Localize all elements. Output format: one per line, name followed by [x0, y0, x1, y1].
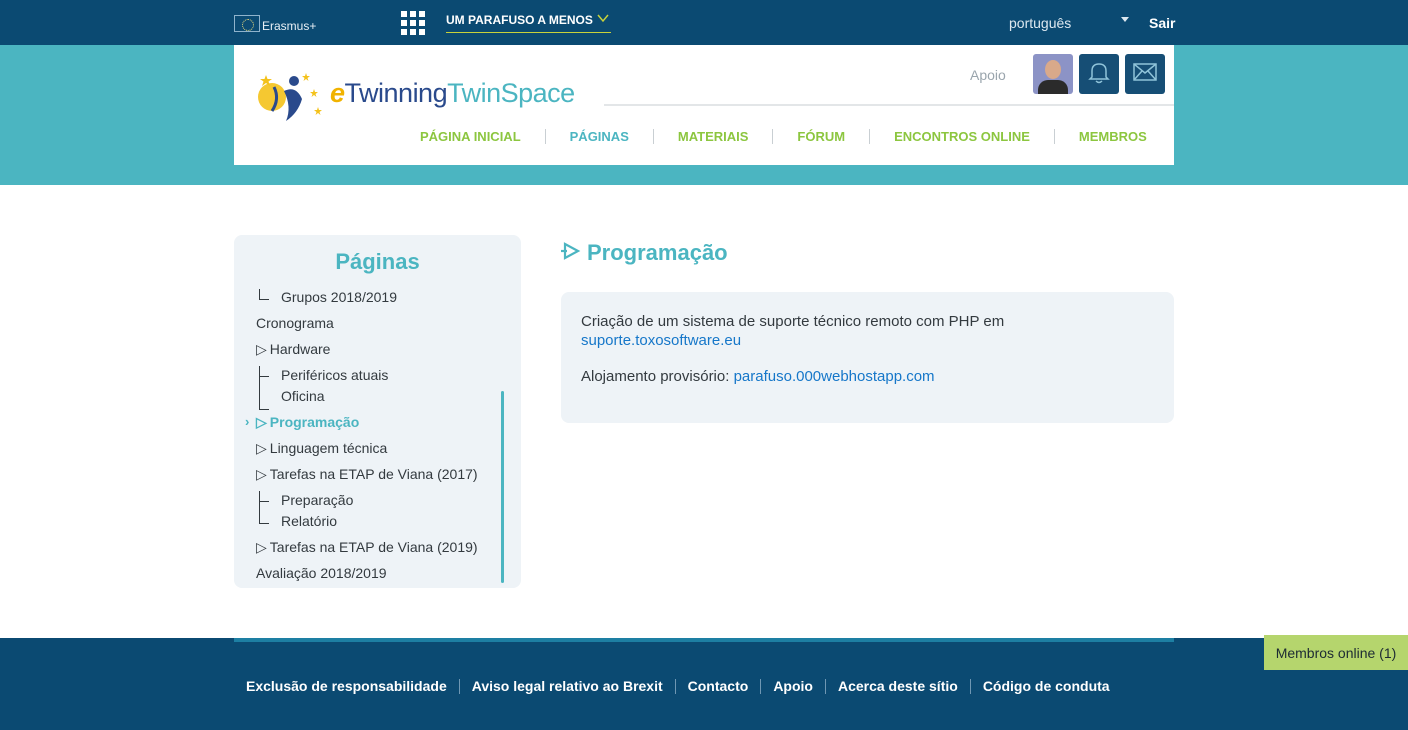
footer-link-support[interactable]: Apoio — [773, 678, 813, 694]
sidebar-item-label: Linguagem técnica — [269, 440, 388, 456]
logo-twinning: Twinning — [344, 78, 448, 108]
main-nav — [420, 129, 1147, 144]
footer-divider — [675, 679, 676, 694]
footer-divider — [459, 679, 460, 694]
avatar-body — [1038, 80, 1068, 94]
paragraph-text: Criação de um sistema de suporte técnico remoto com PHP em — [581, 313, 1005, 330]
footer-accent-line — [234, 638, 1174, 642]
logo-twinspace: TwinSpace — [447, 78, 575, 108]
footer-links — [246, 678, 1110, 694]
footer-divider — [760, 679, 761, 694]
support-site-link[interactable]: suporte.toxosoftware.eu — [581, 332, 742, 349]
sidebar-item-avaliacao[interactable]: Avaliação 2018/2019 — [256, 565, 387, 581]
footer — [0, 638, 1408, 730]
content-paragraph — [581, 367, 1154, 386]
sidebar-item-label: Programação — [269, 414, 360, 430]
expand-triangle-icon: ▷ — [256, 341, 267, 357]
support-link[interactable]: Apoio — [970, 67, 1006, 83]
messages-button[interactable] — [1125, 54, 1165, 94]
header-divider — [604, 104, 1174, 106]
notifications-button[interactable] — [1079, 54, 1119, 94]
content-paragraph — [581, 312, 1154, 350]
tree-connector — [259, 501, 269, 502]
sidebar-item-linguagem[interactable] — [256, 440, 387, 457]
sidebar-item-hardware[interactable] — [256, 341, 330, 358]
footer-divider — [970, 679, 971, 694]
expand-triangle-icon: ▷ — [256, 539, 267, 555]
avatar[interactable] — [1033, 54, 1073, 94]
tree-connector — [259, 491, 260, 524]
header-card — [234, 45, 1174, 165]
footer-link-disclaimer[interactable]: Exclusão de responsabilidade — [246, 678, 447, 694]
nav-members[interactable]: MEMBROS — [1078, 129, 1147, 144]
sidebar-item-preparacao[interactable]: Preparação — [281, 492, 354, 508]
footer-link-code-of-conduct[interactable]: Código de conduta — [982, 678, 1110, 694]
tree-connector — [259, 366, 260, 410]
page-title-text: Programação — [587, 240, 728, 265]
nav-divider — [653, 129, 654, 144]
tree-connector — [259, 299, 269, 300]
sidebar-item-oficina[interactable]: Oficina — [281, 388, 325, 404]
avatar-head — [1045, 60, 1061, 79]
nav-online-meetings[interactable]: ENCONTROS ONLINE — [894, 129, 1030, 144]
language-select[interactable]: português — [1009, 15, 1072, 31]
chevron-down-icon — [597, 12, 609, 26]
project-selector[interactable] — [446, 13, 611, 33]
online-members-tab[interactable]: Membros online (1) — [1264, 635, 1408, 670]
tree-connector — [259, 409, 269, 410]
sidebar-item-label: Tarefas na ETAP de Viana (2019) — [269, 539, 478, 555]
nav-materials[interactable]: MATERIAIS — [677, 129, 749, 144]
etwinning-logo-text[interactable] — [330, 78, 575, 109]
bell-icon — [1088, 60, 1110, 89]
tree-connector — [259, 376, 269, 377]
sidebar-item-label: Tarefas na ETAP de Viana (2017) — [269, 466, 478, 482]
sidebar-item-tarefas-2019[interactable] — [256, 539, 478, 556]
nav-divider — [545, 129, 546, 144]
footer-divider — [825, 679, 826, 694]
apps-grid-icon[interactable] — [401, 11, 425, 35]
expand-triangle-icon: ▷ — [256, 440, 267, 456]
logout-link[interactable]: Sair — [1149, 15, 1176, 31]
sidebar-item-cronograma[interactable]: Cronograma — [256, 315, 334, 331]
eu-flag-icon — [234, 15, 260, 32]
top-bar — [0, 0, 1408, 45]
nav-home[interactable]: PÁGINA INICIAL — [420, 129, 521, 144]
etwinning-logo-icon[interactable] — [258, 69, 328, 127]
sidebar-item-perifericos[interactable]: Periféricos atuais — [281, 367, 389, 383]
nav-divider — [869, 129, 870, 144]
sidebar-title: Páginas — [335, 249, 420, 274]
nav-divider — [1054, 129, 1055, 144]
erasmus-logo[interactable] — [234, 13, 316, 33]
expand-triangle-icon: ▷ — [256, 414, 267, 430]
logo-e: e — [330, 78, 345, 108]
footer-link-brexit[interactable]: Aviso legal relativo ao Brexit — [471, 678, 663, 694]
footer-link-contact[interactable]: Contacto — [687, 678, 749, 694]
sidebar-item-grupos[interactable]: Grupos 2018/2019 — [281, 289, 397, 305]
sidebar-item-relatorio[interactable]: Relatório — [281, 513, 338, 529]
footer-link-about[interactable]: Acerca deste sítio — [837, 678, 958, 694]
nav-forum[interactable]: FÓRUM — [797, 129, 846, 144]
page-content — [561, 292, 1174, 423]
paragraph-text: Alojamento provisório: — [581, 368, 730, 385]
project-name: UM PARAFUSO A MENOS — [446, 13, 593, 27]
expand-triangle-icon: ▷ — [256, 466, 267, 482]
sidebar-item-programacao[interactable] — [256, 414, 359, 431]
nav-divider — [772, 129, 773, 144]
pages-sidebar — [234, 235, 521, 588]
hosting-link[interactable]: parafuso.000webhostapp.com — [733, 368, 935, 385]
sidebar-item-tarefas-2017[interactable] — [256, 466, 478, 483]
page-title — [561, 240, 728, 266]
page-triangle-icon — [561, 240, 581, 266]
chevron-right-icon: › — [245, 414, 250, 429]
sidebar-item-label: Hardware — [269, 341, 331, 357]
tree-connector — [259, 523, 269, 524]
mail-icon — [1133, 63, 1157, 86]
sidebar-scrollbar[interactable] — [501, 391, 504, 583]
nav-pages[interactable]: PÁGINAS — [569, 129, 629, 144]
caret-down-icon[interactable] — [1121, 17, 1129, 22]
erasmus-label: Erasmus+ — [262, 19, 317, 33]
